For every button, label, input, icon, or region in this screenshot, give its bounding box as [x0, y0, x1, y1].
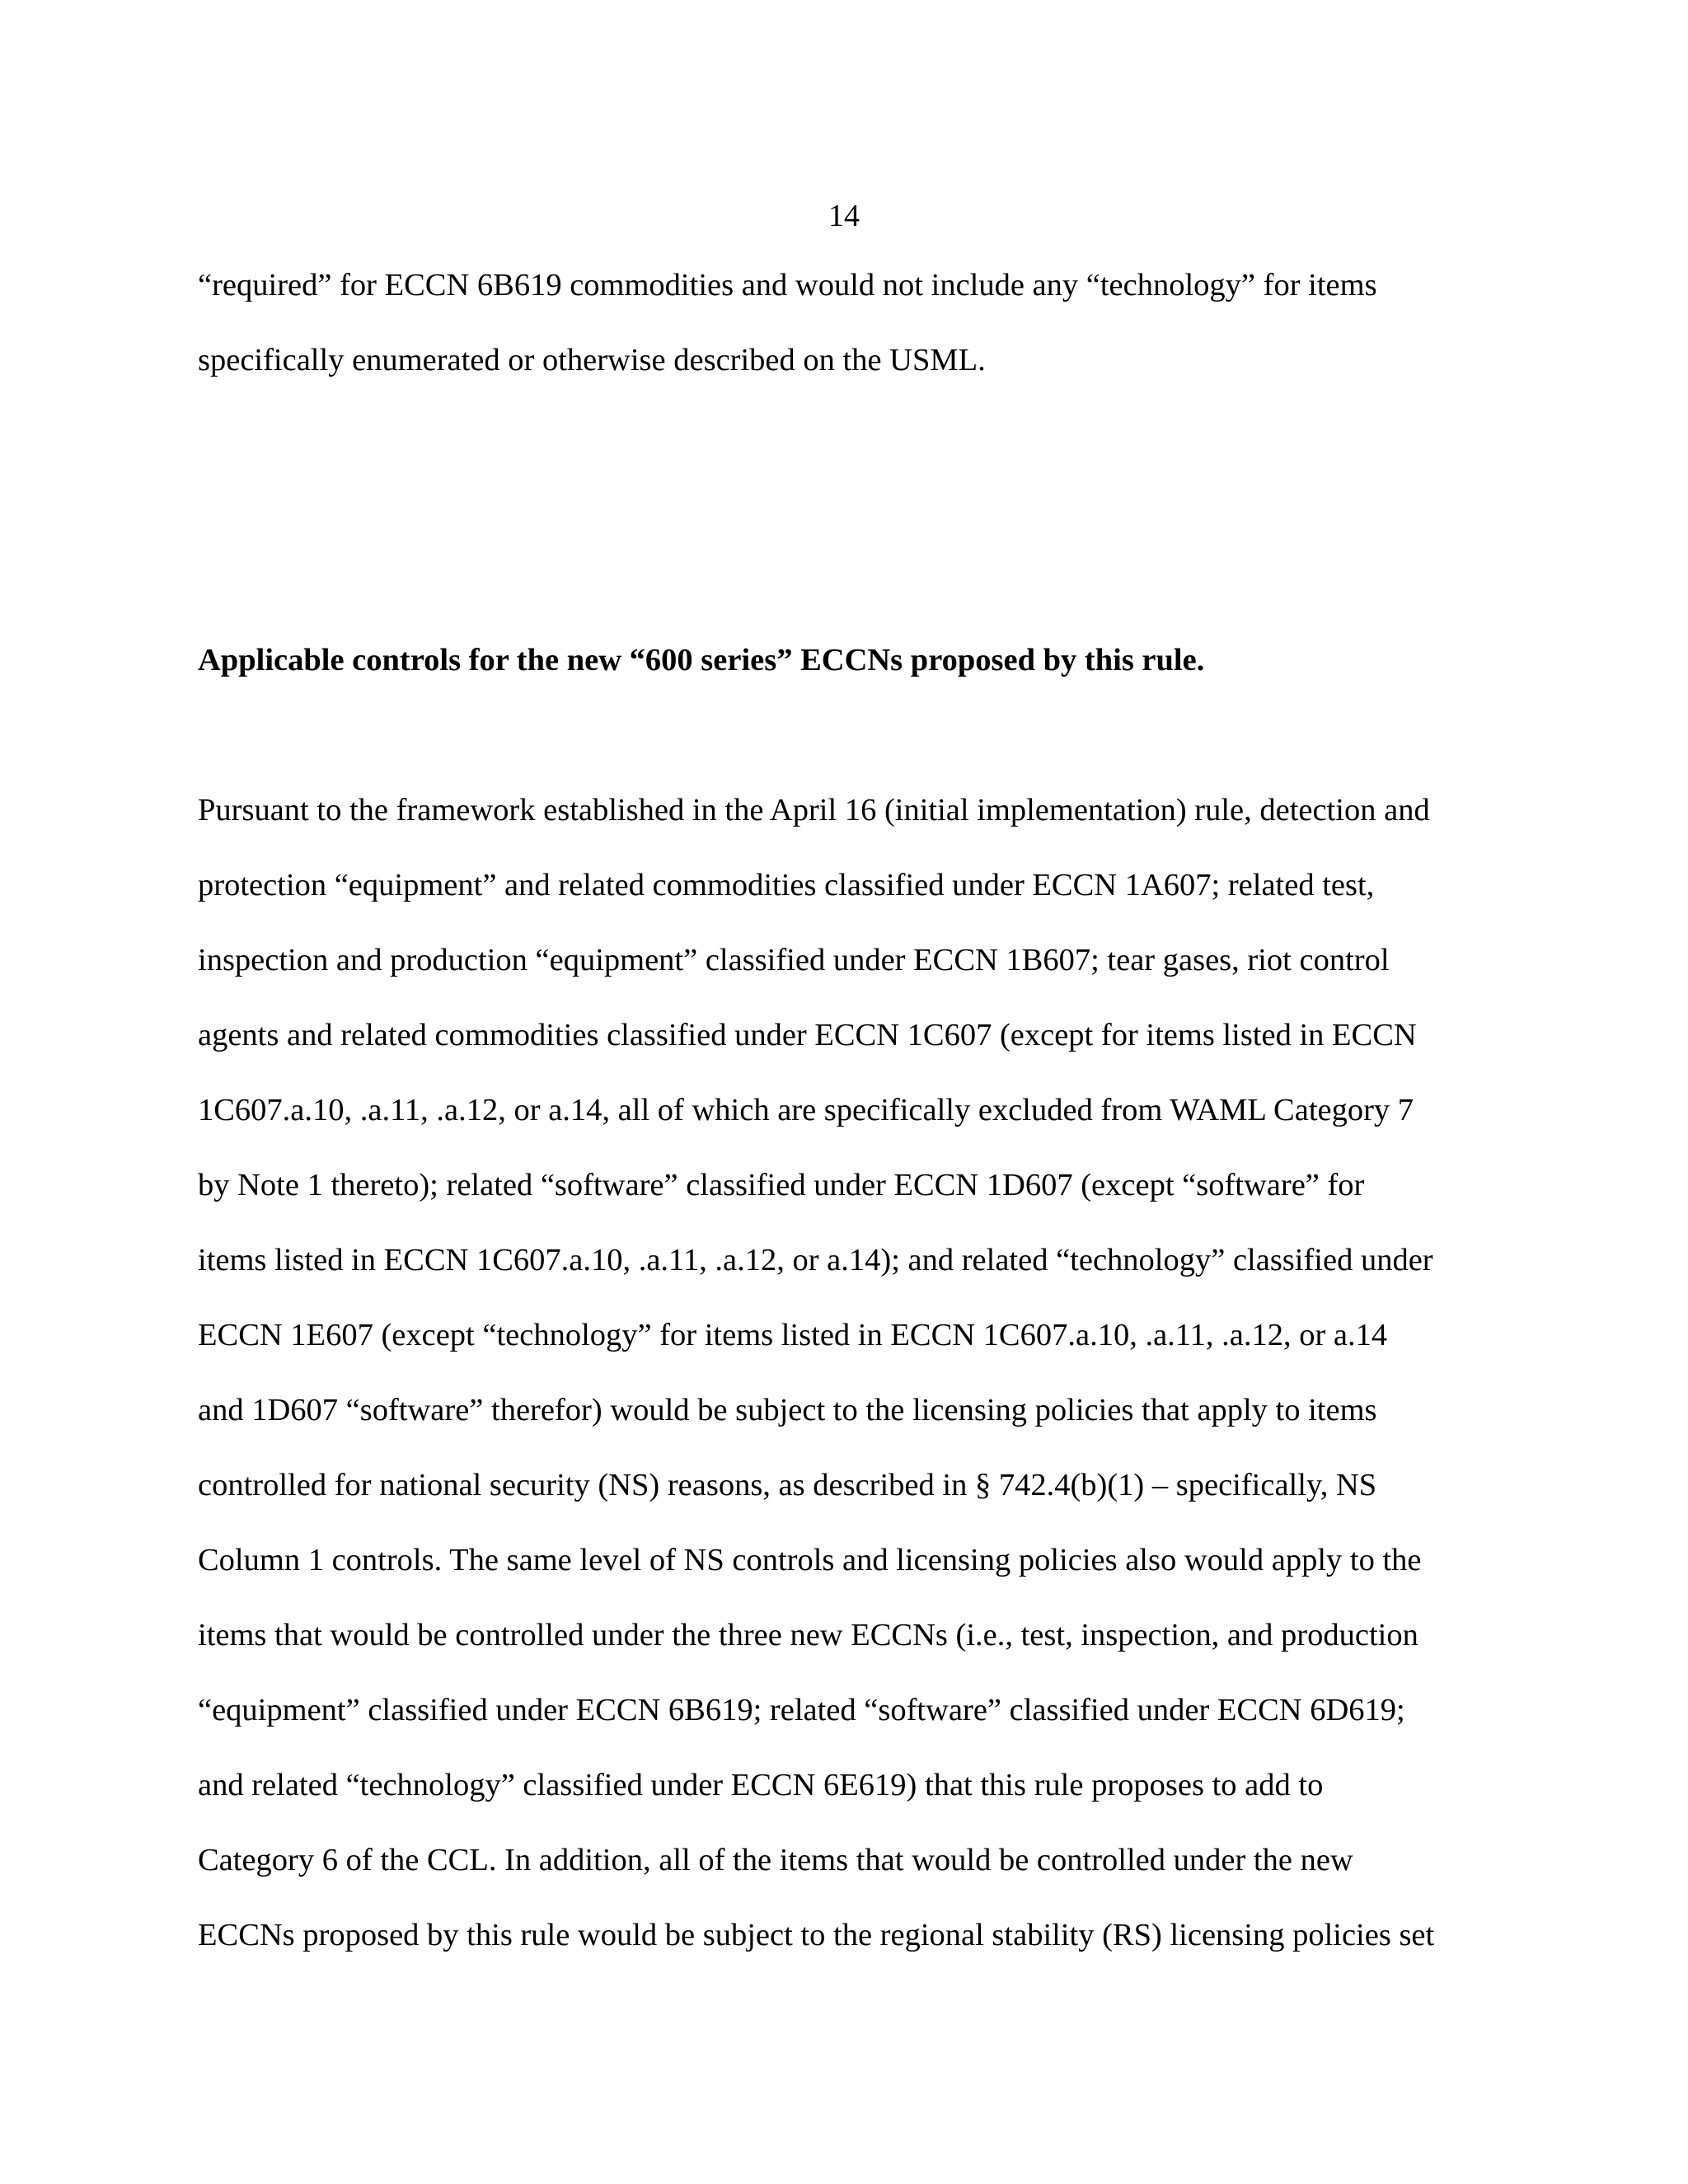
body-line: inspection and production “equipment” classified under ECCN 1B607; tear gases, riot control [198, 943, 1390, 977]
intro-line: “required” for ECCN 6B619 commodities and would not include any “technology” for items [198, 268, 1377, 302]
body-line: Category 6 of the CCL. In addition, all of the items that would be controlled under the new [198, 1843, 1353, 1877]
body-line: ECCN 1E607 (except “technology” for items listed in ECCN 1C607.a.10, .a.11, .a.12, or a.14 [198, 1318, 1388, 1352]
body-line: by Note 1 thereto); related “software” classified under ECCN 1D607 (except “software” for [198, 1168, 1365, 1202]
body-line: “equipment” classified under ECCN 6B619; related “software” classified under ECCN 6D619; [198, 1693, 1405, 1727]
body-line: controlled for national security (NS) reasons, as described in § 742.4(b)(1) – specifically, NS [198, 1468, 1377, 1502]
section-heading: Applicable controls for the new “600 series” ECCNs proposed by this rule. [198, 643, 1205, 677]
body-line: protection “equipment” and related commodities classified under ECCN 1A607; related test, [198, 868, 1375, 902]
body-line: agents and related commodities classified under ECCN 1C607 (except for items listed in ECCN [198, 1018, 1417, 1052]
body-line: and 1D607 “software” therefor) would be subject to the licensing policies that apply to items [198, 1393, 1377, 1427]
body-line: Column 1 controls. The same level of NS controls and licensing policies also would apply to the [198, 1543, 1422, 1577]
body-line: items that would be controlled under the three new ECCNs (i.e., test, inspection, and production [198, 1618, 1418, 1652]
intro-line: specifically enumerated or otherwise described on the USML. [198, 343, 986, 377]
body-line: items listed in ECCN 1C607.a.10, .a.11, .a.12, or a.14); and related “technology” classified under [198, 1243, 1433, 1277]
body-line: ECCNs proposed by this rule would be subject to the regional stability (RS) licensing policies set [198, 1918, 1435, 1952]
page-number: 14 [828, 199, 860, 233]
body-line: and related “technology” classified under ECCN 6E619) that this rule proposes to add to [198, 1768, 1324, 1802]
body-line: Pursuant to the framework established in the April 16 (initial implementation) rule, detection and [198, 793, 1430, 827]
body-line: 1C607.a.10, .a.11, .a.12, or a.14, all of which are specifically excluded from WAML Category 7 [198, 1093, 1414, 1127]
